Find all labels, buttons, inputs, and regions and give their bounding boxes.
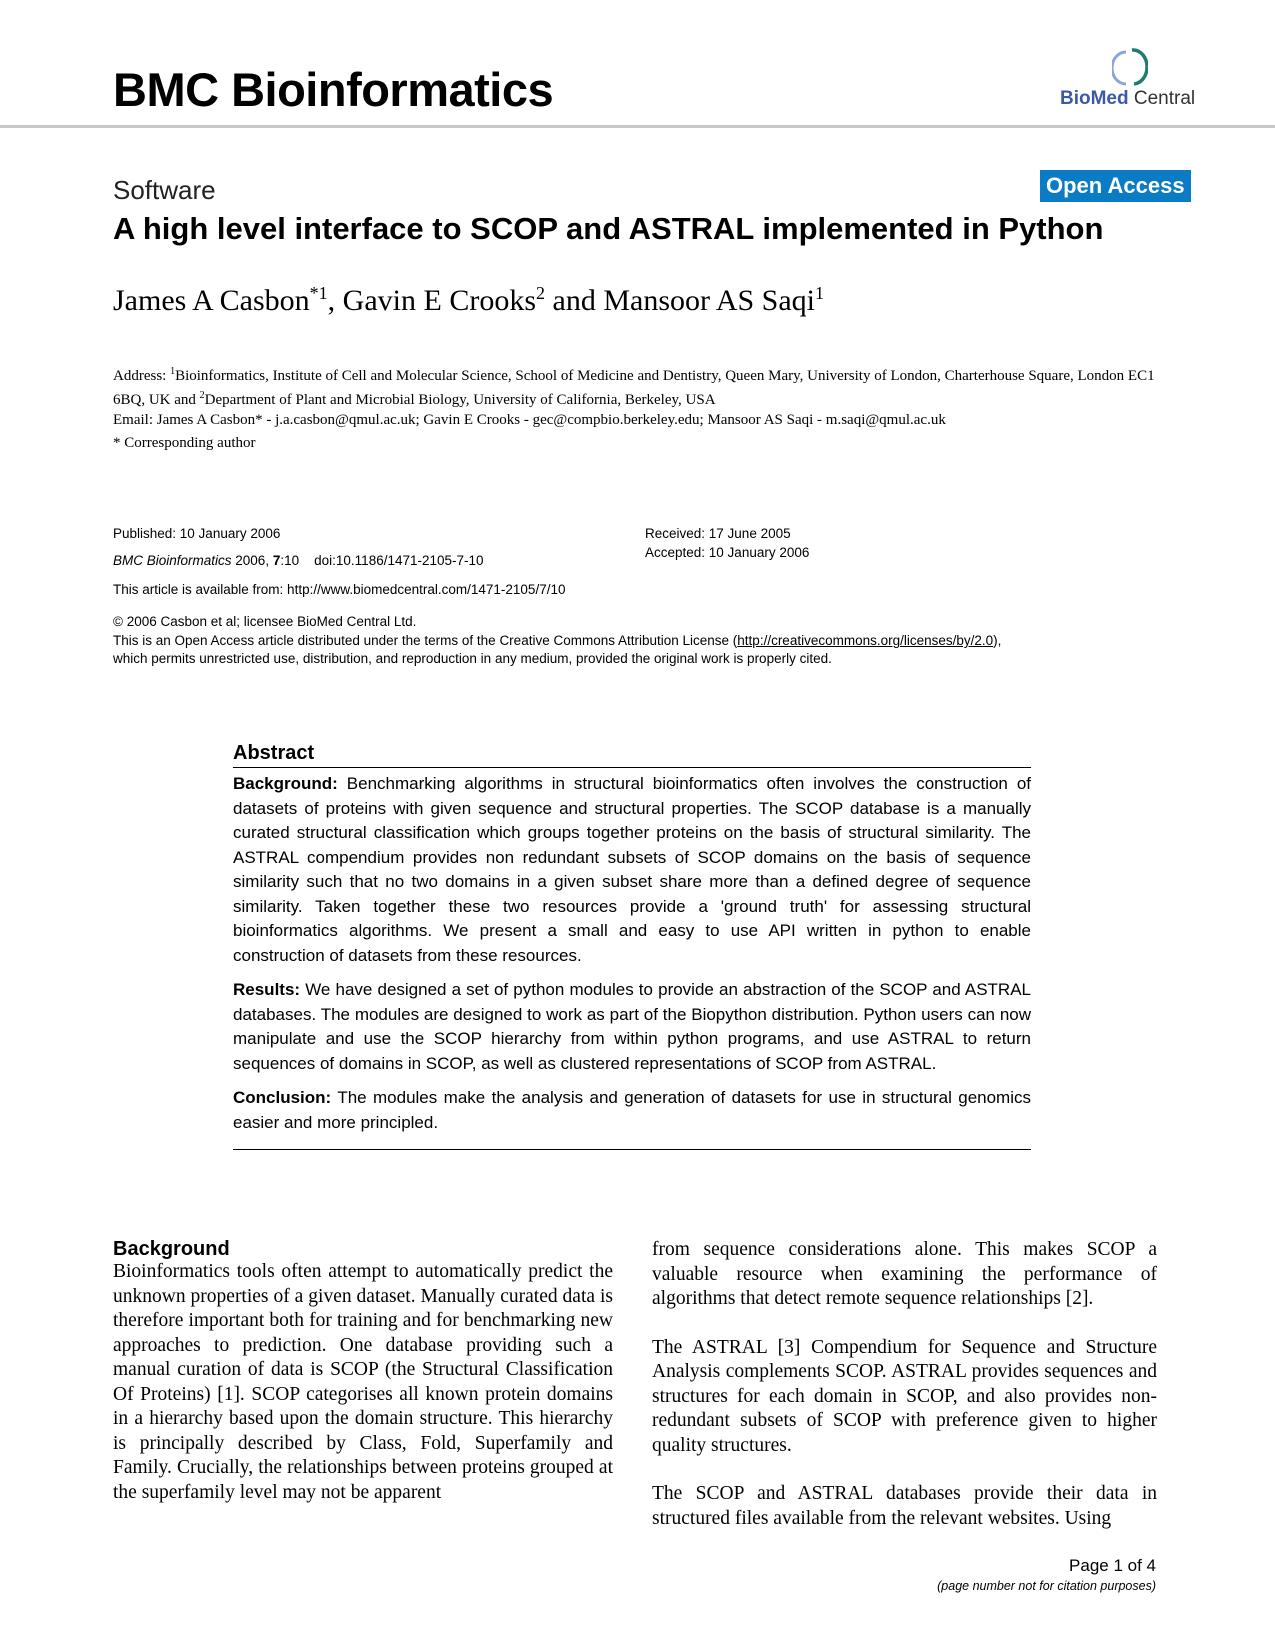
license-text: This is an Open Access article distributed under the terms of the Creative Commons Attribution License ( <box>113 633 738 648</box>
page-number-note: (page number not for citation purposes) <box>937 1579 1156 1593</box>
open-access-badge: Open Access <box>1040 170 1191 202</box>
abstract-end-divider <box>233 1149 1031 1150</box>
article-type: Software <box>113 175 216 205</box>
abstract-label: Background: <box>233 774 338 793</box>
biomed-wordmark <box>1060 88 1195 110</box>
logo-central: Central <box>1133 88 1196 109</box>
abstract-label: Conclusion: <box>233 1088 332 1107</box>
citation-journal: BMC Bioinformatics <box>113 553 232 568</box>
page-number: Page 1 of 4 <box>1069 1556 1156 1575</box>
paper-title: A high level interface to SCOP and ASTRAL implemented in Python <box>113 211 1104 246</box>
author-marks: 2 <box>536 283 545 303</box>
author-separator: , <box>327 284 343 317</box>
license-link[interactable]: http://creativecommons.org/licenses/by/2.0 <box>737 633 994 648</box>
abstract-text: The modules make the analysis and generation of datasets for use in structural genomics easier and more principled. <box>233 1088 1031 1132</box>
body-paragraph: Bioinformatics tools often attempt to automatically predict the unknown properties of a given dataset. Manually curated data is therefore important both for training and for benchmarking new approaches to prediction. One database providing such a manual curation of data is SCOP (the Structural Classification Of Proteins) [1]. SCOP categorises all known protein domains in a hierarchy based upon the domain structure. This hierarchy is principally described by Class, Fold, Superfamily and Family. Crucially, the relationships between proteins grouped at the superfamily level may not be apparent <box>113 1261 613 1503</box>
affiliation-1: Bioinformatics, Institute of Cell and Molecular Science, School of Medicine and Dentistry, Queen Mary, University of London, Charterhouse Square, London EC1 6BQ, UK and <box>113 368 1155 408</box>
author-marks: 1 <box>815 283 825 303</box>
affiliation-2: Department of Plant and Microbial Biology, University of California, Berkeley, USA <box>204 392 716 408</box>
abstract-background <box>233 772 1031 968</box>
biomed-central-logo[interactable] <box>1060 48 1200 108</box>
body-paragraph: The ASTRAL [3] Compendium for Sequence and Structure Analysis complements SCOP. ASTRAL provides sequences and structures for each domain in SCOP, and also provides non-redundant subsets of SCOP with preference given to higher quality structures. <box>652 1336 1157 1456</box>
author-separator: and <box>545 284 604 317</box>
license-line <box>113 633 1001 648</box>
body-column-right <box>652 1238 1157 1555</box>
affiliation-mark: 2 <box>199 390 205 401</box>
header-divider <box>0 125 1275 128</box>
author-name: Gavin E Crooks <box>342 284 536 317</box>
affiliation <box>113 362 1163 410</box>
body-paragraph: from sequence considerations alone. This makes SCOP a valuable resource when examining the performance of algorithms that detect remote sequence relationships [2]. <box>652 1239 1157 1309</box>
affiliation-label: Address: <box>113 368 171 384</box>
citation-page: :10 <box>280 553 300 568</box>
copyright-line: © 2006 Casbon et al; licensee BioMed Central Ltd. <box>113 614 417 629</box>
author-list <box>113 283 824 318</box>
affiliation-mark: 1 <box>170 366 176 377</box>
logo-bio: Bio <box>1060 88 1091 109</box>
biomed-arc-icon <box>1112 48 1148 88</box>
license-line-2: which permits unrestricted use, distribution, and reproduction in any medium, provided the original work is properly cited. <box>113 651 832 666</box>
abstract-label: Results: <box>233 980 301 999</box>
abstract-conclusion <box>233 1086 1031 1135</box>
received-date: Received: 17 June 2005 <box>645 526 791 541</box>
section-heading-background: Background <box>113 1238 230 1260</box>
author-name: James A Casbon <box>113 284 310 317</box>
article-url-line[interactable]: This article is available from: http://www.biomedcentral.com/1471-2105/7/10 <box>113 582 566 597</box>
abstract-text: We have designed a set of python modules to provide an abstraction of the SCOP and ASTRAL databases. The modules are designed to work as part of the Biopython distribution. Python users can now manipulate and use the SCOP hierarchy from within python programs, and use ASTRAL to return sequences of domains in SCOP, as well as clustered representations of SCOP from ASTRAL. <box>233 980 1031 1073</box>
email-line[interactable]: Email: James A Casbon* - j.a.casbon@qmul.ac.uk; Gavin E Crooks - gec@compbio.berkeley.edu; Mansoor AS Saqi - m.saqi@qmul.ac.uk <box>113 412 946 428</box>
citation-line <box>113 553 484 568</box>
license-text: ), <box>993 633 1002 648</box>
author-marks: *1 <box>309 283 328 303</box>
journal-title: BMC Bioinformatics <box>113 63 554 116</box>
doi[interactable]: doi:10.1186/1471-2105-7-10 <box>314 553 484 568</box>
abstract-box <box>233 742 1031 1150</box>
abstract-heading: Abstract <box>233 742 1031 768</box>
abstract-results <box>233 978 1031 1076</box>
abstract-text: Benchmarking algorithms in structural bioinformatics often involves the construction of datasets of proteins with given sequence and structural properties. The SCOP database is a manually curated structural classification which groups together proteins on the basis of structural similarity. The ASTRAL compendium provides non redundant subsets of SCOP domains on the basis of sequence similarity such that no two domains in a given subset share more than a defined degree of sequence similarity. Taken together these two resources provide a 'ground truth' for assessing structural bioinformatics algorithms. We present a small and easy to use API written in python to enable construction of datasets from these resources. <box>233 774 1031 965</box>
body-column-left <box>113 1238 613 1529</box>
accepted-date: Accepted: 10 January 2006 <box>645 545 810 560</box>
published-date: Published: 10 January 2006 <box>113 526 281 541</box>
logo-med: Med <box>1090 88 1129 109</box>
citation-year: 2006, <box>231 553 273 568</box>
corresponding-author-note: * Corresponding author <box>113 435 256 451</box>
body-paragraph: The SCOP and ASTRAL databases provide their data in structured files available from the relevant websites. Using <box>652 1483 1157 1529</box>
author-name: Mansoor AS Saqi <box>603 284 816 317</box>
citation-volume: 7 <box>272 553 281 568</box>
